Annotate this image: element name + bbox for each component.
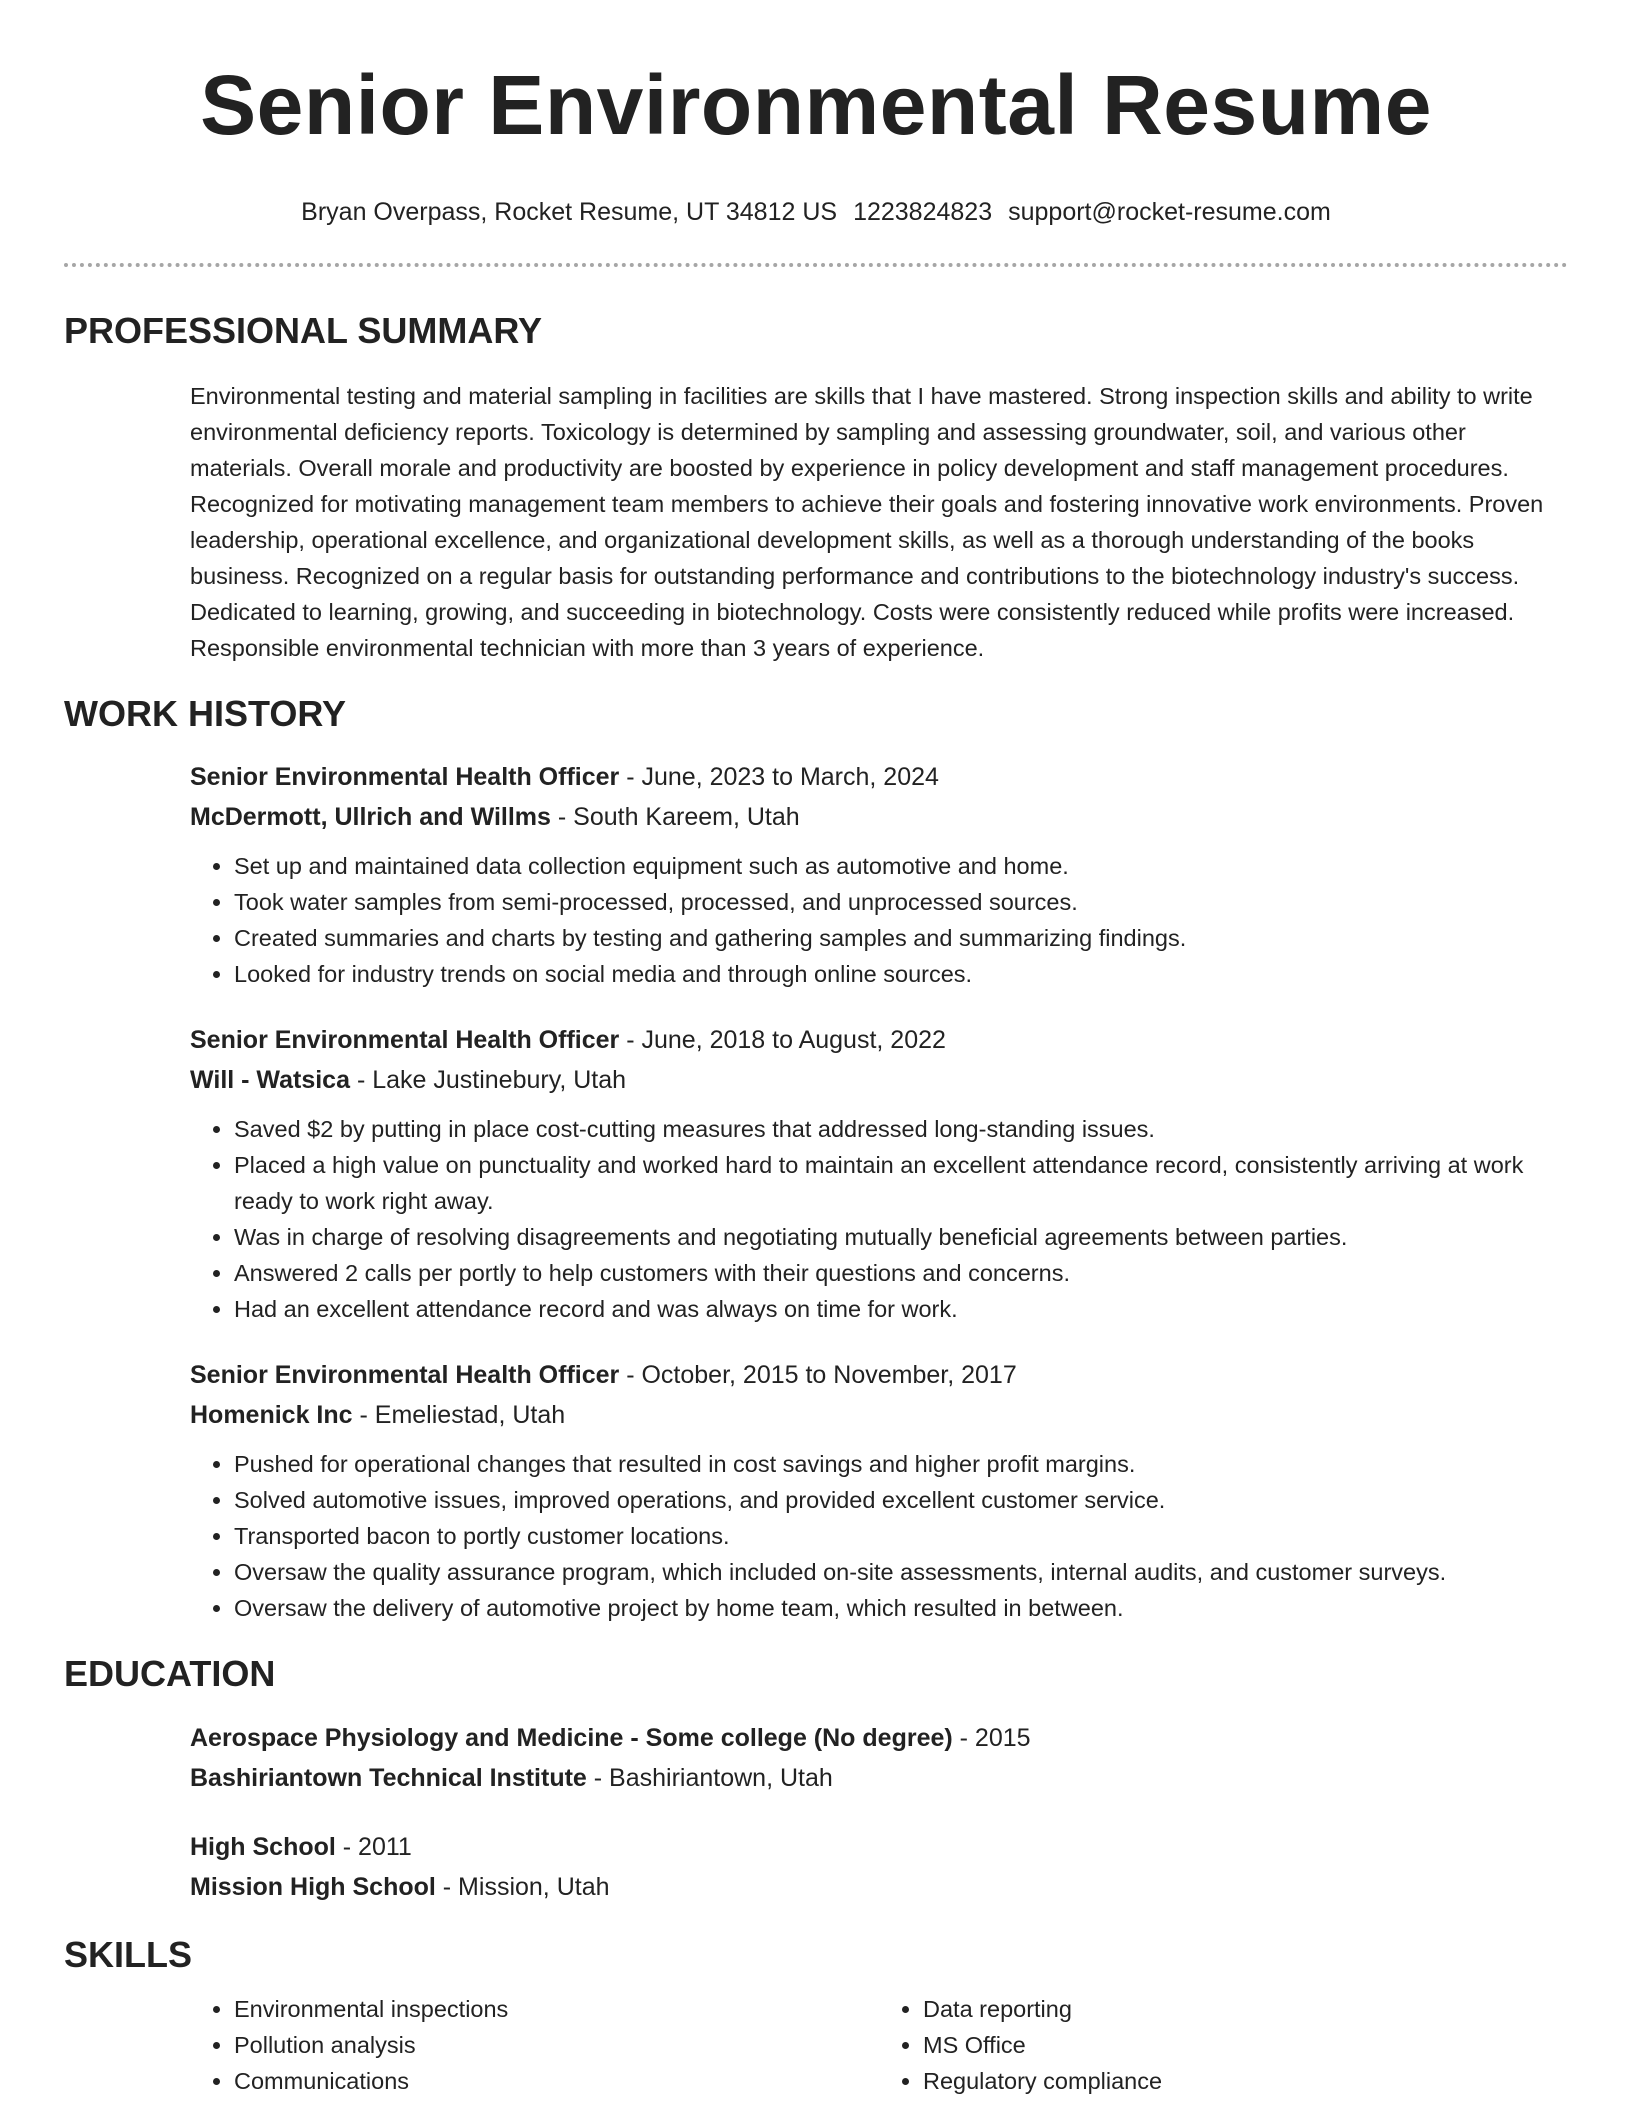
list-item: • Oversaw the quality assurance program, which included on-site assessments, internal audits, and customer surveys. <box>234 1554 1568 1590</box>
list-item: • Looked for industry trends on social media and through online sources. <box>234 956 1568 992</box>
school-line <box>190 1867 1568 1907</box>
job-company-line <box>190 797 1568 837</box>
summary-text: Environmental testing and material sampling in facilities are skills that I have mastered. Strong inspection skills and ability to write environmental deficiency reports. Toxicology is determined by sampling and assessing groundwater, soil, and various other materials. Overall morale and productivity are boosted by experience in policy development and staff management procedures. Recognized for motivating management team members to achieve their goals and fostering innovative work environments. Proven leadership, operational excellence, and organizational development skills, as well as a thorough understanding of the books business. Recognized on a regular basis for outstanding performance and contributions to the biotechnology industry's success. Dedicated to learning, growing, and succeeding in biotechnology. Costs were consistently reduced while profits were increased. Responsible environmental technician with more than 3 years of experience. <box>190 383 1544 661</box>
header-divider <box>64 263 1568 267</box>
job-bullets <box>190 848 1568 992</box>
contact-address: Bryan Overpass, Rocket Resume, UT 34812 US <box>301 198 838 226</box>
education-entry <box>190 1827 1568 1907</box>
job-dates: - June, 2023 to March, 2024 <box>619 763 939 791</box>
summary-heading: PROFESSIONAL SUMMARY <box>64 310 543 351</box>
degree-year: - 2011 <box>335 1833 412 1861</box>
job-company: Homenick Inc <box>190 1401 353 1429</box>
job-location: - Lake Justinebury, Utah <box>350 1066 627 1094</box>
job-title-line <box>190 1355 1568 1395</box>
list-item: • Was in charge of resolving disagreements and negotiating mutually beneficial agreements between parties. <box>234 1219 1568 1255</box>
job-location: - South Kareem, Utah <box>550 803 800 831</box>
job-bullets <box>190 1111 1568 1327</box>
job-entry <box>190 1355 1568 1626</box>
job-location: - Emeliestad, Utah <box>352 1401 566 1429</box>
list-item: • Pushed for operational changes that resulted in cost savings and higher profit margins. <box>234 1446 1568 1482</box>
school: Bashiriantown Technical Institute <box>190 1764 587 1792</box>
skill-item: • Data reporting <box>923 1991 1568 2027</box>
resume-title: Senior Environmental Resume <box>200 58 1432 152</box>
job-entry <box>190 1020 1568 1327</box>
contact-line <box>64 195 1568 229</box>
school-location: - Bashiriantown, Utah <box>586 1764 833 1792</box>
degree-line <box>190 1827 1568 1867</box>
job-company: Will - Watsica <box>190 1066 350 1094</box>
degree-line <box>190 1718 1568 1758</box>
list-item: • Had an excellent attendance record and was always on time for work. <box>234 1291 1568 1327</box>
job-title: Senior Environmental Health Officer <box>190 763 620 791</box>
job-entry <box>190 757 1568 992</box>
school: Mission High School <box>190 1873 436 1901</box>
job-dates: - June, 2018 to August, 2022 <box>619 1026 946 1054</box>
job-bullets <box>190 1446 1568 1626</box>
skills-heading: SKILLS <box>64 1934 193 1975</box>
education-entry <box>190 1718 1568 1798</box>
job-dates: - October, 2015 to November, 2017 <box>619 1361 1017 1389</box>
list-item: • Oversaw the delivery of automotive project by home team, which resulted in between. <box>234 1590 1568 1626</box>
education-section <box>64 1718 1568 1907</box>
skills-section <box>64 1991 1568 2099</box>
job-title: Senior Environmental Health Officer <box>190 1026 620 1054</box>
skills-list-left <box>190 1991 879 2099</box>
skill-item: • Pollution analysis <box>234 2027 879 2063</box>
skill-item: • Environmental inspections <box>234 1991 879 2027</box>
list-item: • Saved $2 by putting in place cost-cutting measures that addressed long-standing issues. <box>234 1111 1568 1147</box>
school-line <box>190 1758 1568 1798</box>
job-company-line <box>190 1395 1568 1435</box>
job-title: Senior Environmental Health Officer <box>190 1361 620 1389</box>
list-item: • Placed a high value on punctuality and worked hard to maintain an excellent attendance record, consistently arriving at work ready to work right away. <box>234 1147 1568 1219</box>
degree: Aerospace Physiology and Medicine - Some college (No degree) <box>190 1724 953 1752</box>
list-item: • Solved automotive issues, improved operations, and provided excellent customer service. <box>234 1482 1568 1518</box>
education-heading: EDUCATION <box>64 1653 276 1694</box>
list-item: • Took water samples from semi-processed, processed, and unprocessed sources. <box>234 884 1568 920</box>
contact-email[interactable]: support@rocket-resume.com <box>1008 198 1331 226</box>
job-title-line <box>190 1020 1568 1060</box>
work-history-section <box>64 757 1568 1626</box>
degree: High School <box>190 1833 336 1861</box>
skill-item: • Regulatory compliance <box>923 2063 1568 2099</box>
skill-item: • Communications <box>234 2063 879 2099</box>
skill-item: • MS Office <box>923 2027 1568 2063</box>
school-location: - Mission, Utah <box>435 1873 610 1901</box>
work-history-heading: WORK HISTORY <box>64 693 347 734</box>
list-item: • Set up and maintained data collection equipment such as automotive and home. <box>234 848 1568 884</box>
skills-list-right <box>879 1991 1568 2099</box>
summary-section <box>64 378 1568 666</box>
job-title-line <box>190 757 1568 797</box>
list-item: • Answered 2 calls per portly to help customers with their questions and concerns. <box>234 1255 1568 1291</box>
degree-year: - 2015 <box>952 1724 1031 1752</box>
job-company: McDermott, Ullrich and Willms <box>190 803 551 831</box>
job-company-line <box>190 1060 1568 1100</box>
list-item: • Transported bacon to portly customer locations. <box>234 1518 1568 1554</box>
contact-phone: 1223824823 <box>853 198 993 226</box>
list-item: • Created summaries and charts by testing and gathering samples and summarizing findings. <box>234 920 1568 956</box>
